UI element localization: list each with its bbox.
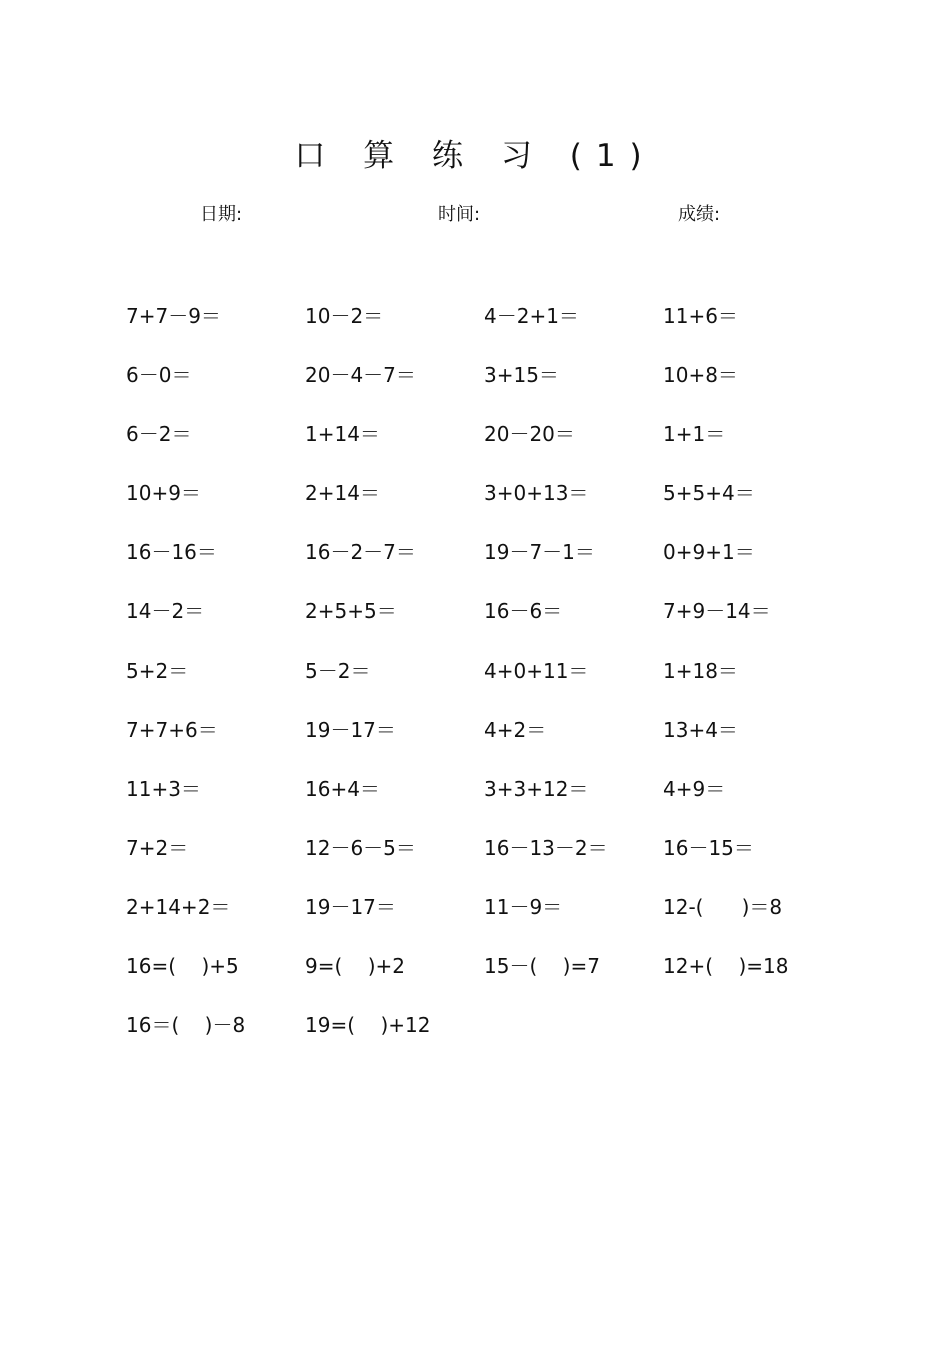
math-problem: 14－2＝ — [126, 599, 205, 624]
problem-row — [126, 889, 846, 948]
math-problem: 2+14+2＝ — [126, 894, 231, 919]
math-problem: 20－20＝ — [484, 422, 575, 447]
problem-row — [126, 593, 846, 652]
math-problem: 11－9＝ — [484, 894, 563, 919]
problem-row — [126, 534, 846, 593]
problem-row — [126, 771, 846, 830]
math-problem: 4+2＝ — [484, 717, 547, 742]
problem-row — [126, 948, 846, 1007]
math-problem: 16－16＝ — [126, 540, 217, 565]
math-problem: 4+9＝ — [663, 776, 726, 801]
math-problem: 12-( )＝8 — [663, 894, 783, 919]
math-problem: 2+5+5＝ — [305, 599, 397, 624]
math-problem: 16－15＝ — [663, 835, 754, 860]
problem-grid — [126, 298, 846, 1066]
math-problem: 16－13－2＝ — [484, 835, 608, 860]
math-problem: 10+9＝ — [126, 481, 201, 506]
math-problem: 6－2＝ — [126, 422, 192, 447]
math-problem: 3+0+13＝ — [484, 481, 589, 506]
time-label: 时间: — [438, 204, 481, 225]
problem-row — [126, 712, 846, 771]
math-problem: 10+8＝ — [663, 363, 738, 388]
math-problem: 16－6＝ — [484, 599, 563, 624]
problem-row — [126, 357, 846, 416]
math-problem: 7+9－14＝ — [663, 599, 771, 624]
problem-row — [126, 475, 846, 534]
worksheet-title: 口 算 练 习 (1) — [294, 138, 656, 174]
math-problem: 5+2＝ — [126, 658, 189, 683]
math-problem: 16－2－7＝ — [305, 540, 416, 565]
math-problem: 19－7－1＝ — [484, 540, 595, 565]
math-problem: 10－2＝ — [305, 304, 384, 328]
math-problem: 19－17＝ — [305, 717, 396, 742]
math-problem: 4－2+1＝ — [484, 304, 579, 328]
problem-row — [126, 416, 846, 475]
math-problem: 6－0＝ — [126, 363, 192, 388]
date-label: 日期: — [200, 204, 243, 225]
math-problem: 1+18＝ — [663, 658, 738, 683]
math-problem: 2+14＝ — [305, 481, 380, 506]
math-problem: 1+1＝ — [663, 422, 726, 447]
problem-row — [126, 653, 846, 712]
math-problem: 12+( )=18 — [663, 954, 789, 979]
math-problem: 16＝( )－8 — [126, 1013, 246, 1038]
score-label: 成绩: — [678, 204, 721, 225]
math-problem: 5－2＝ — [305, 658, 371, 683]
math-problem: 7+7－9＝ — [126, 304, 221, 328]
math-problem: 16=( )+5 — [126, 954, 239, 979]
math-problem: 12－6－5＝ — [305, 835, 416, 860]
math-problem: 19－17＝ — [305, 894, 396, 919]
math-problem: 11+3＝ — [126, 776, 201, 801]
math-problem: 13+4＝ — [663, 717, 738, 742]
math-problem: 19=( )+12 — [305, 1013, 431, 1038]
math-problem: 7+7+6＝ — [126, 717, 218, 742]
math-problem: 7+2＝ — [126, 835, 189, 860]
math-problem: 5+5+4＝ — [663, 481, 755, 506]
math-problem: 9=( )+2 — [305, 954, 405, 979]
problem-row — [126, 830, 846, 889]
math-problem: 4+0+11＝ — [484, 658, 589, 683]
math-problem: 20－4－7＝ — [305, 363, 416, 388]
math-problem: 3+3+12＝ — [484, 776, 589, 801]
math-problem: 16+4＝ — [305, 776, 380, 801]
math-problem: 3+15＝ — [484, 363, 559, 388]
math-problem: 1+14＝ — [305, 422, 380, 447]
problem-row — [126, 298, 846, 357]
math-problem: 15－( )=7 — [484, 954, 600, 979]
math-problem: 11+6＝ — [663, 304, 738, 328]
problem-row — [126, 1007, 846, 1066]
math-problem: 0+9+1＝ — [663, 540, 755, 565]
